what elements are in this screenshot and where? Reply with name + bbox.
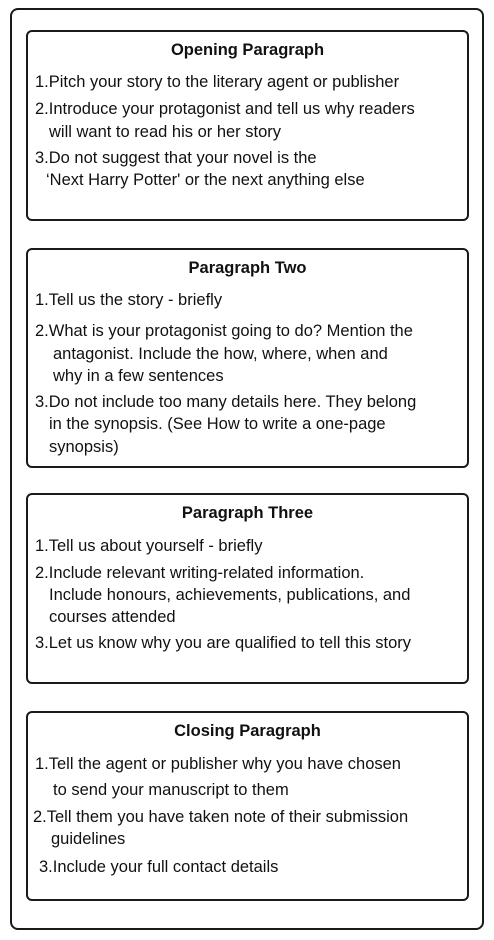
paragraph-two-item-3-cont-2: synopsis) <box>49 438 119 456</box>
paragraph-two-item-3-cont-1: in the synopsis. (See How to write a one-page <box>49 415 386 433</box>
opening-paragraph-title: Opening Paragraph <box>170 41 325 59</box>
closing-item-2-cont: guidelines <box>51 830 126 848</box>
closing-item-3: 3.Include your full contact details <box>39 858 279 876</box>
opening-item-3-cont: ‘Next Harry Potter' or the next anything else <box>46 171 365 189</box>
paragraph-two-item-2-cont-1: antagonist. Include the how, where, when and <box>53 345 388 363</box>
paragraph-three-item-2-cont-1: Include honours, achievements, publications, and <box>49 586 411 604</box>
opening-item-1: 1.Pitch your story to the literary agent or publisher <box>35 73 400 91</box>
paragraph-three-title: Paragraph Three <box>181 504 314 522</box>
paragraph-two-title: Paragraph Two <box>188 259 307 277</box>
opening-item-2-cont: will want to read his or her story <box>49 123 282 141</box>
paragraph-two-box <box>26 248 469 468</box>
closing-item-1: 1.Tell the agent or publisher why you have chosen <box>35 755 401 773</box>
closing-item-1-cont: to send your manuscript to them <box>53 781 289 799</box>
closing-paragraph-box <box>26 711 469 901</box>
paragraph-three-item-3: 3.Let us know why you are qualified to tell this story <box>35 634 412 652</box>
paragraph-three-item-1: 1.Tell us about yourself - briefly <box>35 537 263 555</box>
closing-item-2: 2.Tell them you have taken note of their submission <box>33 808 409 826</box>
paragraph-two-item-2: 2.What is your protagonist going to do? Mention the <box>35 322 413 340</box>
paragraph-three-box <box>26 493 469 684</box>
opening-paragraph-box <box>26 30 469 221</box>
closing-paragraph-title: Closing Paragraph <box>174 722 321 740</box>
paragraph-two-item-2-cont-2: why in a few sentences <box>53 367 224 385</box>
paragraph-three-item-2-cont-2: courses attended <box>49 608 176 626</box>
paragraph-two-item-3: 3.Do not include too many details here. They belong <box>35 393 417 411</box>
opening-item-3: 3.Do not suggest that your novel is the <box>35 149 317 167</box>
paragraph-two-item-1: 1.Tell us the story - briefly <box>35 291 223 309</box>
opening-item-2: 2.Introduce your protagonist and tell us why readers <box>35 100 415 118</box>
paragraph-three-item-2: 2.Include relevant writing-related information. <box>35 564 365 582</box>
